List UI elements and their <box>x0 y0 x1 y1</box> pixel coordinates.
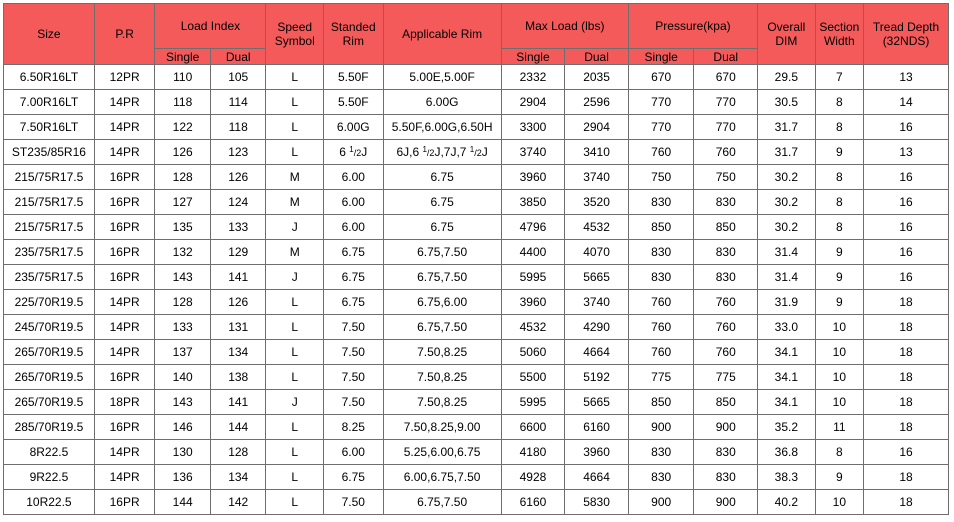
cell-applicable-rim: 6.00,6.75,7.50 <box>383 465 501 490</box>
table-row <box>4 65 949 90</box>
cell-load-index-single: 144 <box>155 490 211 515</box>
cell-speed-symbol: L <box>266 290 324 315</box>
header-applicable-rim: Applicable Rim <box>383 4 501 65</box>
cell-section-width: 9 <box>815 240 863 265</box>
cell-standard-rim: 5.50F <box>324 65 384 90</box>
cell-size: 8R22.5 <box>4 440 95 465</box>
cell-standard-rim: 7.50 <box>324 390 384 415</box>
header-load-dual: Dual <box>210 49 266 65</box>
cell-pressure-dual: 900 <box>694 415 758 440</box>
header-maxload-dual: Dual <box>565 49 629 65</box>
cell-tread-depth: 16 <box>864 190 949 215</box>
cell-load-index-dual: 134 <box>210 340 266 365</box>
cell-tread-depth: 18 <box>864 365 949 390</box>
cell-pressure-dual: 775 <box>694 365 758 390</box>
cell-pressure-single: 670 <box>628 65 694 90</box>
cell-pressure-single: 760 <box>628 290 694 315</box>
cell-size: 265/70R19.5 <box>4 340 95 365</box>
cell-max-load-single: 3960 <box>501 290 565 315</box>
cell-ply-rating: 16PR <box>94 215 155 240</box>
cell-applicable-rim: 6.75,7.50 <box>383 265 501 290</box>
cell-tread-depth: 16 <box>864 165 949 190</box>
cell-speed-symbol: L <box>266 90 324 115</box>
cell-load-index-dual: 134 <box>210 465 266 490</box>
cell-standard-rim: 7.50 <box>324 490 384 515</box>
cell-tread-depth: 16 <box>864 265 949 290</box>
cell-pressure-dual: 830 <box>694 265 758 290</box>
cell-overall-dim: 31.7 <box>758 140 816 165</box>
table-row <box>4 265 949 290</box>
cell-max-load-dual: 4664 <box>565 465 629 490</box>
cell-ply-rating: 16PR <box>94 365 155 390</box>
cell-size: 9R22.5 <box>4 465 95 490</box>
table-row <box>4 90 949 115</box>
cell-overall-dim: 30.5 <box>758 90 816 115</box>
cell-max-load-dual: 3740 <box>565 165 629 190</box>
cell-ply-rating: 16PR <box>94 415 155 440</box>
cell-size: 265/70R19.5 <box>4 365 95 390</box>
cell-load-index-dual: 128 <box>210 440 266 465</box>
header-section-width: Section Width <box>815 4 863 65</box>
cell-speed-symbol: L <box>266 465 324 490</box>
cell-load-index-dual: 124 <box>210 190 266 215</box>
cell-tread-depth: 18 <box>864 290 949 315</box>
cell-size: 215/75R17.5 <box>4 215 95 240</box>
cell-load-index-single: 143 <box>155 390 211 415</box>
cell-max-load-dual: 6160 <box>565 415 629 440</box>
cell-load-index-dual: 118 <box>210 115 266 140</box>
cell-tread-depth: 18 <box>864 490 949 515</box>
cell-tread-depth: 16 <box>864 440 949 465</box>
cell-load-index-dual: 126 <box>210 290 266 315</box>
cell-size: 6.50R16LT <box>4 65 95 90</box>
cell-section-width: 8 <box>815 115 863 140</box>
cell-ply-rating: 16PR <box>94 165 155 190</box>
cell-pressure-single: 770 <box>628 90 694 115</box>
header-max-load: Max Load (lbs) <box>501 4 628 49</box>
cell-tread-depth: 18 <box>864 465 949 490</box>
cell-pressure-single: 850 <box>628 215 694 240</box>
cell-max-load-single: 2904 <box>501 90 565 115</box>
cell-speed-symbol: L <box>266 340 324 365</box>
cell-speed-symbol: L <box>266 415 324 440</box>
header-maxload-single: Single <box>501 49 565 65</box>
cell-speed-symbol: L <box>266 365 324 390</box>
cell-load-index-dual: 105 <box>210 65 266 90</box>
cell-ply-rating: 14PR <box>94 140 155 165</box>
cell-pressure-dual: 830 <box>694 440 758 465</box>
cell-standard-rim: 6.00 <box>324 165 384 190</box>
cell-max-load-single: 3850 <box>501 190 565 215</box>
table-row <box>4 340 949 365</box>
cell-overall-dim: 31.4 <box>758 240 816 265</box>
cell-applicable-rim: 7.50,8.25 <box>383 340 501 365</box>
cell-standard-rim: 7.50 <box>324 340 384 365</box>
cell-standard-rim: 6.75 <box>324 240 384 265</box>
table-row <box>4 465 949 490</box>
cell-max-load-dual: 3410 <box>565 140 629 165</box>
table-row <box>4 215 949 240</box>
cell-load-index-single: 143 <box>155 265 211 290</box>
cell-overall-dim: 29.5 <box>758 65 816 90</box>
cell-ply-rating: 16PR <box>94 490 155 515</box>
cell-max-load-single: 2332 <box>501 65 565 90</box>
cell-pressure-single: 770 <box>628 115 694 140</box>
cell-load-index-dual: 126 <box>210 165 266 190</box>
cell-pressure-dual: 830 <box>694 465 758 490</box>
table-body <box>4 65 949 515</box>
cell-standard-rim: 6.75 <box>324 465 384 490</box>
cell-standard-rim: 5.50F <box>324 90 384 115</box>
cell-standard-rim: 6.75 <box>324 290 384 315</box>
cell-section-width: 8 <box>815 215 863 240</box>
cell-size: 225/70R19.5 <box>4 290 95 315</box>
cell-max-load-dual: 4290 <box>565 315 629 340</box>
cell-section-width: 9 <box>815 140 863 165</box>
cell-size: 285/70R19.5 <box>4 415 95 440</box>
cell-max-load-single: 3300 <box>501 115 565 140</box>
cell-size: 215/75R17.5 <box>4 165 95 190</box>
cell-overall-dim: 35.2 <box>758 415 816 440</box>
cell-size: 10R22.5 <box>4 490 95 515</box>
header-speed-symbol: Speed Symbol <box>266 4 324 65</box>
cell-section-width: 8 <box>815 90 863 115</box>
cell-speed-symbol: M <box>266 190 324 215</box>
cell-ply-rating: 16PR <box>94 240 155 265</box>
cell-load-index-single: 122 <box>155 115 211 140</box>
cell-section-width: 11 <box>815 415 863 440</box>
cell-load-index-single: 128 <box>155 165 211 190</box>
cell-tread-depth: 16 <box>864 240 949 265</box>
cell-speed-symbol: L <box>266 140 324 165</box>
cell-tread-depth: 13 <box>864 140 949 165</box>
cell-size: 215/75R17.5 <box>4 190 95 215</box>
cell-applicable-rim: 6.75,7.50 <box>383 315 501 340</box>
cell-speed-symbol: L <box>266 65 324 90</box>
cell-section-width: 8 <box>815 165 863 190</box>
cell-pressure-single: 750 <box>628 165 694 190</box>
cell-ply-rating: 16PR <box>94 265 155 290</box>
cell-pressure-dual: 760 <box>694 315 758 340</box>
cell-max-load-dual: 3740 <box>565 290 629 315</box>
cell-standard-rim: 6.00 <box>324 440 384 465</box>
cell-tread-depth: 18 <box>864 340 949 365</box>
cell-max-load-single: 5995 <box>501 390 565 415</box>
cell-max-load-dual: 3960 <box>565 440 629 465</box>
cell-overall-dim: 34.1 <box>758 390 816 415</box>
cell-speed-symbol: M <box>266 165 324 190</box>
table-row <box>4 115 949 140</box>
cell-ply-rating: 14PR <box>94 340 155 365</box>
cell-pressure-dual: 850 <box>694 390 758 415</box>
cell-standard-rim: 7.50 <box>324 315 384 340</box>
cell-ply-rating: 14PR <box>94 115 155 140</box>
cell-pressure-dual: 830 <box>694 240 758 265</box>
cell-pressure-single: 775 <box>628 365 694 390</box>
cell-load-index-dual: 131 <box>210 315 266 340</box>
table-header <box>4 4 949 65</box>
cell-applicable-rim: 6.75,7.50 <box>383 490 501 515</box>
cell-ply-rating: 14PR <box>94 290 155 315</box>
cell-pressure-dual: 850 <box>694 215 758 240</box>
cell-tread-depth: 18 <box>864 415 949 440</box>
header-load-single: Single <box>155 49 211 65</box>
cell-max-load-single: 4180 <box>501 440 565 465</box>
cell-load-index-dual: 114 <box>210 90 266 115</box>
cell-applicable-rim: 6J,6 $^1$/2J,7J,7 $^1$/2J <box>383 140 501 165</box>
cell-max-load-single: 5500 <box>501 365 565 390</box>
table-row <box>4 240 949 265</box>
cell-pressure-dual: 670 <box>694 65 758 90</box>
cell-applicable-rim: 5.00E,5.00F <box>383 65 501 90</box>
cell-speed-symbol: L <box>266 440 324 465</box>
cell-pressure-dual: 750 <box>694 165 758 190</box>
table-row <box>4 365 949 390</box>
cell-pressure-dual: 770 <box>694 115 758 140</box>
cell-pressure-single: 760 <box>628 140 694 165</box>
cell-load-index-dual: 133 <box>210 215 266 240</box>
cell-load-index-single: 140 <box>155 365 211 390</box>
cell-speed-symbol: M <box>266 240 324 265</box>
cell-size: 7.00R16LT <box>4 90 95 115</box>
cell-overall-dim: 38.3 <box>758 465 816 490</box>
cell-max-load-dual: 4664 <box>565 340 629 365</box>
cell-standard-rim: 6.00 <box>324 215 384 240</box>
cell-max-load-single: 6600 <box>501 415 565 440</box>
cell-speed-symbol: J <box>266 390 324 415</box>
cell-load-index-single: 127 <box>155 190 211 215</box>
tire-spec-table <box>3 3 949 515</box>
cell-pressure-single: 850 <box>628 390 694 415</box>
cell-applicable-rim: 6.75 <box>383 215 501 240</box>
cell-pressure-single: 830 <box>628 190 694 215</box>
cell-load-index-dual: 144 <box>210 415 266 440</box>
cell-applicable-rim: 6.00G <box>383 90 501 115</box>
cell-tread-depth: 16 <box>864 115 949 140</box>
table-row <box>4 490 949 515</box>
cell-max-load-dual: 5192 <box>565 365 629 390</box>
cell-section-width: 10 <box>815 390 863 415</box>
cell-overall-dim: 31.9 <box>758 290 816 315</box>
cell-tread-depth: 16 <box>864 215 949 240</box>
cell-pressure-dual: 830 <box>694 190 758 215</box>
cell-load-index-dual: 141 <box>210 390 266 415</box>
cell-pressure-single: 760 <box>628 340 694 365</box>
cell-load-index-single: 126 <box>155 140 211 165</box>
cell-load-index-dual: 123 <box>210 140 266 165</box>
cell-tread-depth: 13 <box>864 65 949 90</box>
cell-pressure-single: 830 <box>628 465 694 490</box>
cell-pressure-dual: 770 <box>694 90 758 115</box>
cell-max-load-single: 6160 <box>501 490 565 515</box>
cell-applicable-rim: 6.75 <box>383 190 501 215</box>
cell-max-load-dual: 3520 <box>565 190 629 215</box>
cell-pressure-single: 830 <box>628 240 694 265</box>
table-row <box>4 165 949 190</box>
header-pressure: Pressure(kpa) <box>628 4 757 49</box>
cell-speed-symbol: L <box>266 315 324 340</box>
cell-max-load-dual: 5665 <box>565 390 629 415</box>
cell-tread-depth: 18 <box>864 390 949 415</box>
cell-pressure-dual: 760 <box>694 290 758 315</box>
cell-size: 235/75R17.5 <box>4 240 95 265</box>
header-overall-dim: Overall DIM <box>758 4 816 65</box>
cell-ply-rating: 12PR <box>94 65 155 90</box>
cell-overall-dim: 34.1 <box>758 365 816 390</box>
cell-max-load-dual: 4070 <box>565 240 629 265</box>
header-load-index: Load Index <box>155 4 266 49</box>
cell-standard-rim: 6.00 <box>324 190 384 215</box>
cell-load-index-single: 130 <box>155 440 211 465</box>
cell-overall-dim: 36.8 <box>758 440 816 465</box>
cell-max-load-dual: 2904 <box>565 115 629 140</box>
cell-applicable-rim: 6.75,6.00 <box>383 290 501 315</box>
cell-section-width: 10 <box>815 365 863 390</box>
cell-applicable-rim: 5.25,6.00,6.75 <box>383 440 501 465</box>
cell-load-index-single: 118 <box>155 90 211 115</box>
cell-load-index-dual: 129 <box>210 240 266 265</box>
cell-size: ST235/85R16 <box>4 140 95 165</box>
cell-max-load-single: 4928 <box>501 465 565 490</box>
cell-pressure-dual: 900 <box>694 490 758 515</box>
cell-overall-dim: 40.2 <box>758 490 816 515</box>
cell-tread-depth: 18 <box>864 315 949 340</box>
cell-overall-dim: 30.2 <box>758 165 816 190</box>
cell-section-width: 8 <box>815 190 863 215</box>
cell-max-load-dual: 2596 <box>565 90 629 115</box>
cell-size: 235/75R17.5 <box>4 265 95 290</box>
cell-standard-rim: 6.00G <box>324 115 384 140</box>
cell-load-index-dual: 138 <box>210 365 266 390</box>
cell-section-width: 9 <box>815 290 863 315</box>
cell-ply-rating: 14PR <box>94 315 155 340</box>
cell-size: 7.50R16LT <box>4 115 95 140</box>
header-standard-rim: Standed Rim <box>324 4 384 65</box>
cell-load-index-single: 135 <box>155 215 211 240</box>
cell-speed-symbol: J <box>266 215 324 240</box>
cell-max-load-single: 4400 <box>501 240 565 265</box>
cell-overall-dim: 30.2 <box>758 215 816 240</box>
cell-ply-rating: 18PR <box>94 390 155 415</box>
cell-overall-dim: 31.4 <box>758 265 816 290</box>
cell-applicable-rim: 7.50,8.25 <box>383 365 501 390</box>
cell-applicable-rim: 7.50,8.25 <box>383 390 501 415</box>
cell-standard-rim: 6 $^1$/2J <box>324 140 384 165</box>
cell-max-load-single: 4796 <box>501 215 565 240</box>
cell-load-index-single: 137 <box>155 340 211 365</box>
cell-load-index-single: 146 <box>155 415 211 440</box>
cell-ply-rating: 14PR <box>94 440 155 465</box>
cell-section-width: 7 <box>815 65 863 90</box>
header-size: Size <box>4 4 95 65</box>
cell-applicable-rim: 6.75,7.50 <box>383 240 501 265</box>
cell-load-index-single: 133 <box>155 315 211 340</box>
cell-size: 265/70R19.5 <box>4 390 95 415</box>
cell-max-load-dual: 2035 <box>565 65 629 90</box>
cell-applicable-rim: 6.75 <box>383 165 501 190</box>
cell-load-index-dual: 142 <box>210 490 266 515</box>
cell-pressure-single: 830 <box>628 265 694 290</box>
cell-applicable-rim: 7.50,8.25,9.00 <box>383 415 501 440</box>
cell-section-width: 9 <box>815 265 863 290</box>
header-pressure-single: Single <box>628 49 694 65</box>
cell-pressure-single: 900 <box>628 490 694 515</box>
cell-overall-dim: 33.0 <box>758 315 816 340</box>
cell-ply-rating: 16PR <box>94 190 155 215</box>
table-row <box>4 140 949 165</box>
cell-max-load-single: 5995 <box>501 265 565 290</box>
cell-max-load-dual: 5830 <box>565 490 629 515</box>
table-row <box>4 390 949 415</box>
cell-standard-rim: 6.75 <box>324 265 384 290</box>
cell-standard-rim: 8.25 <box>324 415 384 440</box>
cell-load-index-single: 136 <box>155 465 211 490</box>
cell-overall-dim: 30.2 <box>758 190 816 215</box>
cell-load-index-single: 110 <box>155 65 211 90</box>
header-tread-depth: Tread Depth (32NDS) <box>864 4 949 65</box>
header-pr: P.R <box>94 4 155 65</box>
cell-load-index-single: 132 <box>155 240 211 265</box>
cell-max-load-single: 3960 <box>501 165 565 190</box>
header-pressure-dual: Dual <box>694 49 758 65</box>
cell-section-width: 10 <box>815 340 863 365</box>
cell-pressure-dual: 760 <box>694 340 758 365</box>
cell-speed-symbol: L <box>266 115 324 140</box>
cell-ply-rating: 14PR <box>94 90 155 115</box>
table-row <box>4 440 949 465</box>
cell-max-load-single: 4532 <box>501 315 565 340</box>
cell-section-width: 9 <box>815 465 863 490</box>
cell-load-index-single: 128 <box>155 290 211 315</box>
cell-overall-dim: 34.1 <box>758 340 816 365</box>
cell-section-width: 8 <box>815 440 863 465</box>
cell-overall-dim: 31.7 <box>758 115 816 140</box>
cell-section-width: 10 <box>815 315 863 340</box>
cell-max-load-dual: 4532 <box>565 215 629 240</box>
cell-max-load-dual: 5665 <box>565 265 629 290</box>
cell-max-load-single: 5060 <box>501 340 565 365</box>
cell-pressure-dual: 760 <box>694 140 758 165</box>
table-row <box>4 315 949 340</box>
cell-standard-rim: 7.50 <box>324 365 384 390</box>
table-row <box>4 290 949 315</box>
cell-max-load-single: 3740 <box>501 140 565 165</box>
table-row <box>4 415 949 440</box>
cell-pressure-single: 830 <box>628 440 694 465</box>
cell-speed-symbol: J <box>266 265 324 290</box>
cell-tread-depth: 14 <box>864 90 949 115</box>
cell-pressure-single: 900 <box>628 415 694 440</box>
cell-ply-rating: 14PR <box>94 465 155 490</box>
cell-section-width: 10 <box>815 490 863 515</box>
cell-pressure-single: 760 <box>628 315 694 340</box>
cell-load-index-dual: 141 <box>210 265 266 290</box>
cell-speed-symbol: L <box>266 490 324 515</box>
cell-size: 245/70R19.5 <box>4 315 95 340</box>
cell-applicable-rim: 5.50F,6.00G,6.50H <box>383 115 501 140</box>
table-row <box>4 190 949 215</box>
